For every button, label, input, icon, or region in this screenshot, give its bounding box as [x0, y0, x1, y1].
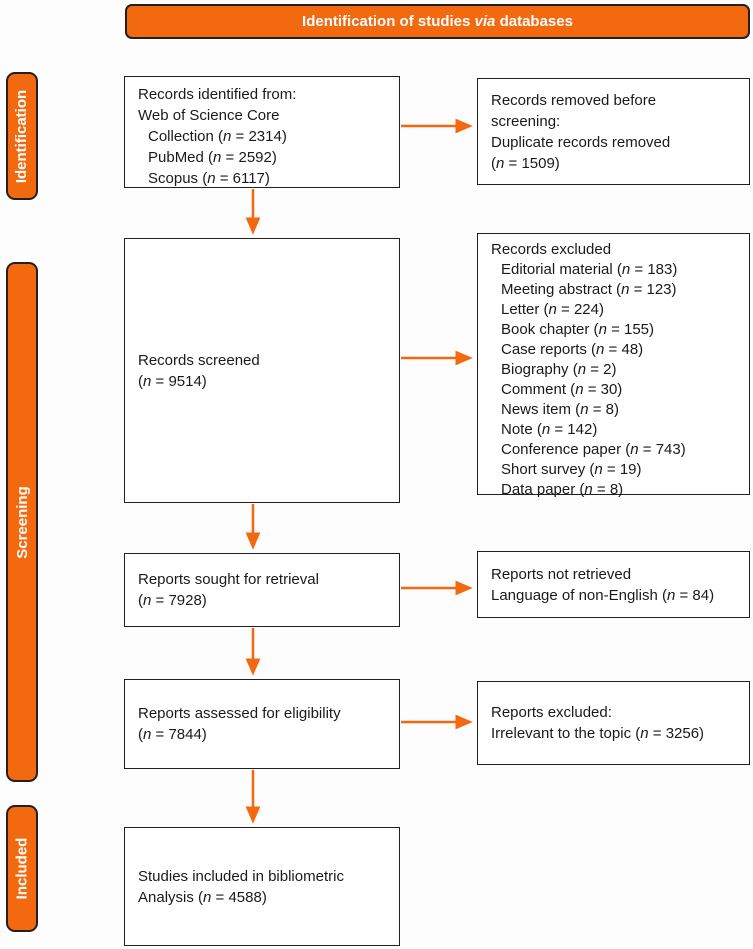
- box-records-identified: [124, 76, 400, 188]
- stage-label-text: Included: [13, 837, 31, 900]
- stage-label-text: Screening: [13, 485, 31, 559]
- box-text-line: (n = 7844): [138, 726, 207, 743]
- stage-label-included: [6, 805, 38, 932]
- box-text-line: Editorial material (n = 183): [501, 261, 678, 278]
- box-text-line: Meeting abstract (n = 123): [501, 281, 677, 298]
- box-text-line: Book chapter (n = 155): [501, 321, 655, 338]
- box-text-line: Reports sought for retrieval: [138, 571, 319, 588]
- box-records-removed: [477, 78, 750, 185]
- box-reports-excluded: [477, 681, 750, 765]
- box-text-line: Records identified from:: [138, 86, 297, 103]
- box-text-line: Data paper (n = 8): [501, 481, 624, 498]
- box-text-line: Studies included in bibliometric: [138, 867, 344, 885]
- box-text-line: Letter (n = 224): [501, 301, 604, 318]
- box-text-line: Case reports (n = 48): [501, 341, 644, 358]
- box-text-line: Biography (n = 2): [501, 361, 617, 378]
- box-text-line: Scopus (n = 6117): [148, 170, 270, 187]
- box-text-line: Records screened: [138, 351, 260, 369]
- box-text-line: screening:: [491, 112, 561, 130]
- box-text-line: PubMed (n = 2592): [148, 149, 277, 166]
- box-text-line: Short survey (n = 19): [501, 461, 642, 478]
- box-records-excluded: [477, 233, 750, 498]
- box-text-line: Web of Science Core: [138, 107, 280, 124]
- box-text-line: Note (n = 142): [501, 421, 598, 438]
- box-text-line: Language of non-English (n = 84): [491, 586, 715, 604]
- box-text-line: Reports not retrieved: [491, 565, 632, 583]
- box-reports-sought: [124, 553, 400, 627]
- stage-label-screening: [6, 262, 38, 782]
- box-text-line: Duplicate records removed: [491, 133, 671, 151]
- box-text-line: Analysis (n = 4588): [138, 888, 267, 906]
- box-text-line: News item (n = 8): [501, 401, 619, 418]
- box-text-line: (n = 7928): [138, 592, 207, 609]
- box-text-line: (n = 1509): [491, 154, 560, 172]
- box-text-line: Records removed before: [491, 91, 657, 109]
- box-records-screened: [124, 238, 400, 503]
- box-text-line: (n = 9514): [138, 372, 207, 390]
- stage-label-identification: [6, 72, 38, 200]
- box-reports-assessed: [124, 679, 400, 769]
- box-text-line: Reports excluded:: [491, 704, 612, 721]
- box-text-line: Irrelevant to the topic (n = 3256): [491, 725, 705, 742]
- box-text-line: Records excluded: [491, 241, 612, 258]
- box-studies-included: [124, 827, 400, 946]
- diagram-title: Identification of studies via databases: [302, 13, 573, 30]
- box-text-line: Reports assessed for eligibility: [138, 705, 341, 722]
- box-text-line: Conference paper (n = 743): [501, 441, 686, 458]
- box-text-line: Comment (n = 30): [501, 381, 623, 398]
- box-reports-not-retrieved: [477, 551, 750, 618]
- box-text-line: Collection (n = 2314): [148, 128, 287, 145]
- diagram-title-banner: [125, 4, 750, 39]
- stage-label-text: Identification: [13, 89, 31, 183]
